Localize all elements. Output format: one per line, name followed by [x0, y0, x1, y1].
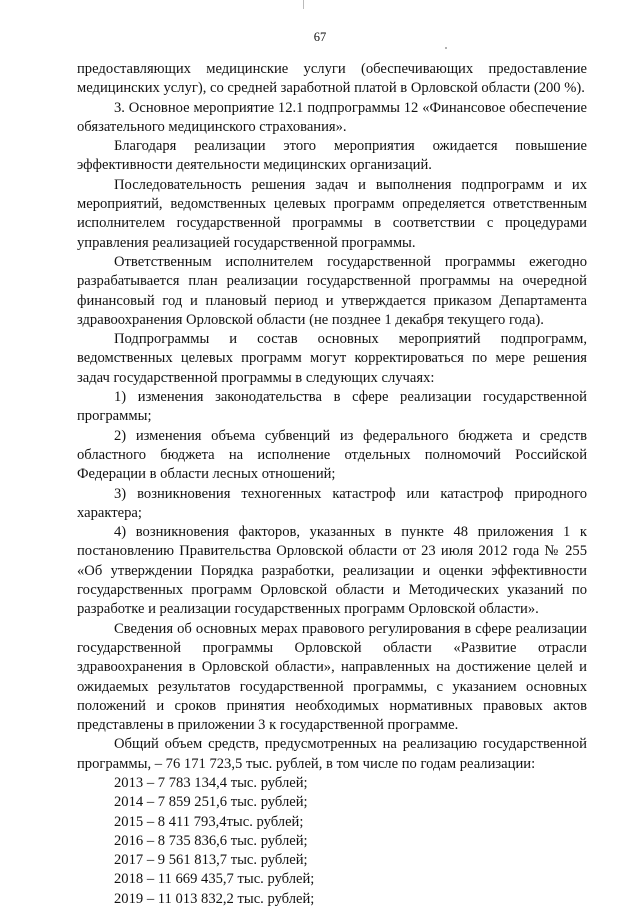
paragraph: Сведения об основных мерах правового регулирования в сфере реализации государственной программы Орловской области «Развитие отрасли здравоохранения в Орловской области», направленных на достижение целей и ожидаемых результатов государственной программы, с указанием основных положений и сроков принятия необходимых нормативных правовых актов представлены в приложении 3 к государственной программе.	[77, 620, 587, 734]
list-item: 1) изменения законодательства в сфере реализации государственной программы;	[77, 389, 587, 425]
funding-by-year-list	[77, 774, 587, 909]
year-funding-line: 2014 – 7 859 251,6 тыс. рублей;	[114, 794, 308, 811]
list-item: 2) изменения объема субвенций из федерального бюджета и средств областного бюджета на исполнение отдельных полномочий Российской Федерации в области лесных отношений;	[77, 427, 587, 483]
paragraph: 3. Основное мероприятие 12.1 подпрограммы 12 «Финансовое обеспечение обязательного медицинского страхования».	[77, 99, 587, 135]
paragraph: Общий объем средств, предусмотренных на реализацию государственной программы, – 76 171 723,5 тыс. рублей, в том числе по годам реализации:	[77, 736, 587, 772]
list-item: 4) возникновения факторов, указанных в пункте 48 приложения 1 к постановлению Правительства Орловской области от 23 июля 2012 года № 255 «Об утверждении Порядка разработки, реализации и оценки эффективности государственных программ Орловской области и Методических указаний по разработке и реализации государственных программ Орловской области».	[77, 524, 587, 618]
year-funding-line: 2018 – 11 669 435,7 тыс. рублей;	[114, 871, 315, 888]
year-funding-line: 2016 – 8 735 836,6 тыс. рублей;	[114, 832, 308, 849]
paragraph: Благодаря реализации этого мероприятия ожидается повышение эффективности деятельности медицинских организаций.	[77, 138, 587, 174]
year-funding-line: 2017 – 9 561 813,7 тыс. рублей;	[114, 852, 308, 869]
paragraph: Подпрограммы и состав основных мероприятий подпрограмм, ведомственных целевых программ могут корректироваться по мере решения задач государственной программы в следующих случаях:	[77, 331, 587, 386]
year-funding-line: 2015 – 8 411 793,4тыс. рублей;	[114, 813, 304, 830]
paragraph: предоставляющих медицинские услуги (обеспечивающих предоставление медицинских услуг), со средней заработной платой в Орловской области (200 %).	[77, 61, 587, 97]
scan-speck	[445, 47, 447, 49]
list-item: 3) возникновения техногенных катастроф или катастроф природного характера;	[77, 485, 587, 521]
document-body	[77, 60, 587, 909]
year-funding-line: 2019 – 11 013 832,2 тыс. рублей;	[114, 890, 315, 907]
year-funding-line: 2013 – 7 783 134,4 тыс. рублей;	[114, 774, 308, 791]
paragraph: Последовательность решения задач и выполнения подпрограмм и их мероприятий, ведомственных целевых программ определяется ответственным исполнителем государственной программы в соответствии с процедурами управления реализацией государственной программы.	[77, 176, 587, 251]
paragraph: Ответственным исполнителем государственной программы ежегодно разрабатывается план реализации государственной программы на очередной финансовый год и плановый период и утверждается приказом Департамента здравоохранения Орловской области (не позднее 1 декабря текущего года).	[77, 253, 587, 328]
scan-mark	[303, 0, 304, 9]
page-number: 67	[313, 30, 327, 44]
